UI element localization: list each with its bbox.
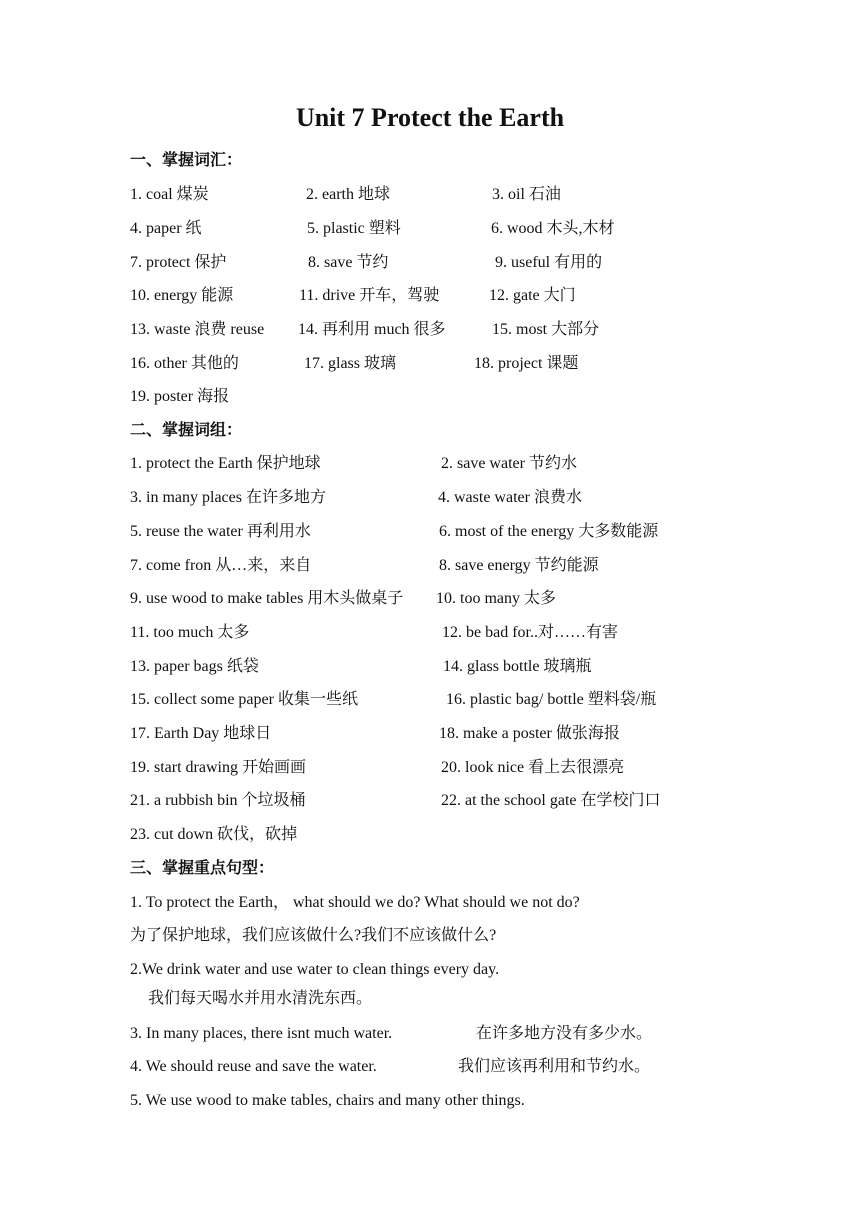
- phrase-item: 13. paper bags 纸袋: [130, 658, 259, 675]
- sentence-en: 4. We should reuse and save the water.: [130, 1058, 377, 1075]
- vocab-item: 3. oil 石油: [492, 186, 561, 203]
- phrase-item: 8. save energy 节约能源: [439, 557, 599, 574]
- sentence-cn: 为了保护地球，我们应该做什么?我们不应该做什么?: [130, 927, 497, 944]
- sentence-en: 1. To protect the Earth， what should we do? What should we not do?: [130, 894, 580, 911]
- phrase-item: 4. waste water 浪费水: [438, 489, 582, 506]
- phrase-item: 15. collect some paper 收集一些纸: [130, 691, 358, 708]
- phrase-item: 2. save water 节约水: [441, 455, 577, 472]
- vocab-item: 12. gate 大门: [489, 287, 576, 304]
- phrase-item: 6. most of the energy 大多数能源: [439, 523, 659, 540]
- vocab-item: 14. 再利用 much 很多: [298, 321, 446, 338]
- vocab-item: 9. useful 有用的: [495, 254, 603, 271]
- phrase-item: 9. use wood to make tables 用木头做桌子: [130, 590, 404, 607]
- phrase-item: 16. plastic bag/ bottle 塑料袋/瓶: [446, 691, 657, 708]
- phrase-item: 10. too many 太多: [436, 590, 556, 607]
- vocab-item: 10. energy 能源: [130, 287, 234, 304]
- vocab-item: 19. poster 海报: [130, 388, 230, 405]
- phrase-item: 7. come fron 从…来，来自: [130, 557, 312, 574]
- phrase-item: 20. look nice 看上去很漂亮: [441, 759, 625, 776]
- vocab-item: 7. protect 保护: [130, 254, 227, 271]
- heading-text: 三、掌握重点句型：: [130, 860, 275, 877]
- sentence-cn: 我们应该再利用和节约水。: [458, 1058, 651, 1075]
- heading-text: 二、掌握词组：: [130, 422, 243, 439]
- document-title: Unit 7 Protect the Earth: [295, 103, 565, 132]
- vocab-item: 1. coal 煤炭: [130, 186, 209, 203]
- sentence-en: 3. In many places, there isnt much water.: [130, 1025, 393, 1042]
- sentence-en: 2.We drink water and use water to clean things every day.: [130, 961, 500, 978]
- phrase-item: 17. Earth Day 地球日: [130, 725, 272, 742]
- sentence-en: 5. We use wood to make tables, chairs and many other things.: [130, 1092, 525, 1109]
- sentence-cn: 在许多地方没有多少水。: [476, 1025, 653, 1042]
- sentence-cn: 我们每天喝水并用水清洗东西。: [148, 990, 373, 1007]
- vocab-item: 6. wood 木头,木材: [491, 220, 615, 237]
- vocab-item: 8. save 节约: [308, 254, 389, 271]
- vocab-item: 4. paper 纸: [130, 220, 202, 237]
- phrase-item: 3. in many places 在许多地方: [130, 489, 326, 506]
- vocab-item: 17. glass 玻璃: [304, 355, 397, 372]
- vocab-item: 16. other 其他的: [130, 355, 239, 372]
- phrase-item: 23. cut down 砍伐，砍掉: [130, 826, 298, 843]
- phrase-item: 14. glass bottle 玻璃瓶: [443, 658, 592, 675]
- phrase-item: 5. reuse the water 再利用水: [130, 523, 311, 540]
- vocab-item: 18. project 课题: [474, 355, 579, 372]
- heading-text: 一、掌握词汇：: [130, 152, 243, 169]
- vocab-item: 5. plastic 塑料: [307, 220, 401, 237]
- phrase-item: 11. too much 太多: [130, 624, 250, 641]
- phrase-item: 21. a rubbish bin 个垃圾桶: [130, 792, 306, 809]
- phrase-item: 1. protect the Earth 保护地球: [130, 455, 321, 472]
- phrase-item: 18. make a poster 做张海报: [439, 725, 620, 742]
- vocab-item: 11. drive 开车，驾驶: [299, 287, 440, 304]
- phrase-item: 12. be bad for..对……有害: [442, 624, 618, 641]
- vocab-item: 2. earth 地球: [306, 186, 390, 203]
- vocab-item: 15. most 大部分: [492, 321, 600, 338]
- vocab-item: 13. waste 浪费 reuse: [130, 321, 265, 338]
- phrase-item: 19. start drawing 开始画画: [130, 759, 306, 776]
- phrase-item: 22. at the school gate 在学校门口: [441, 792, 661, 809]
